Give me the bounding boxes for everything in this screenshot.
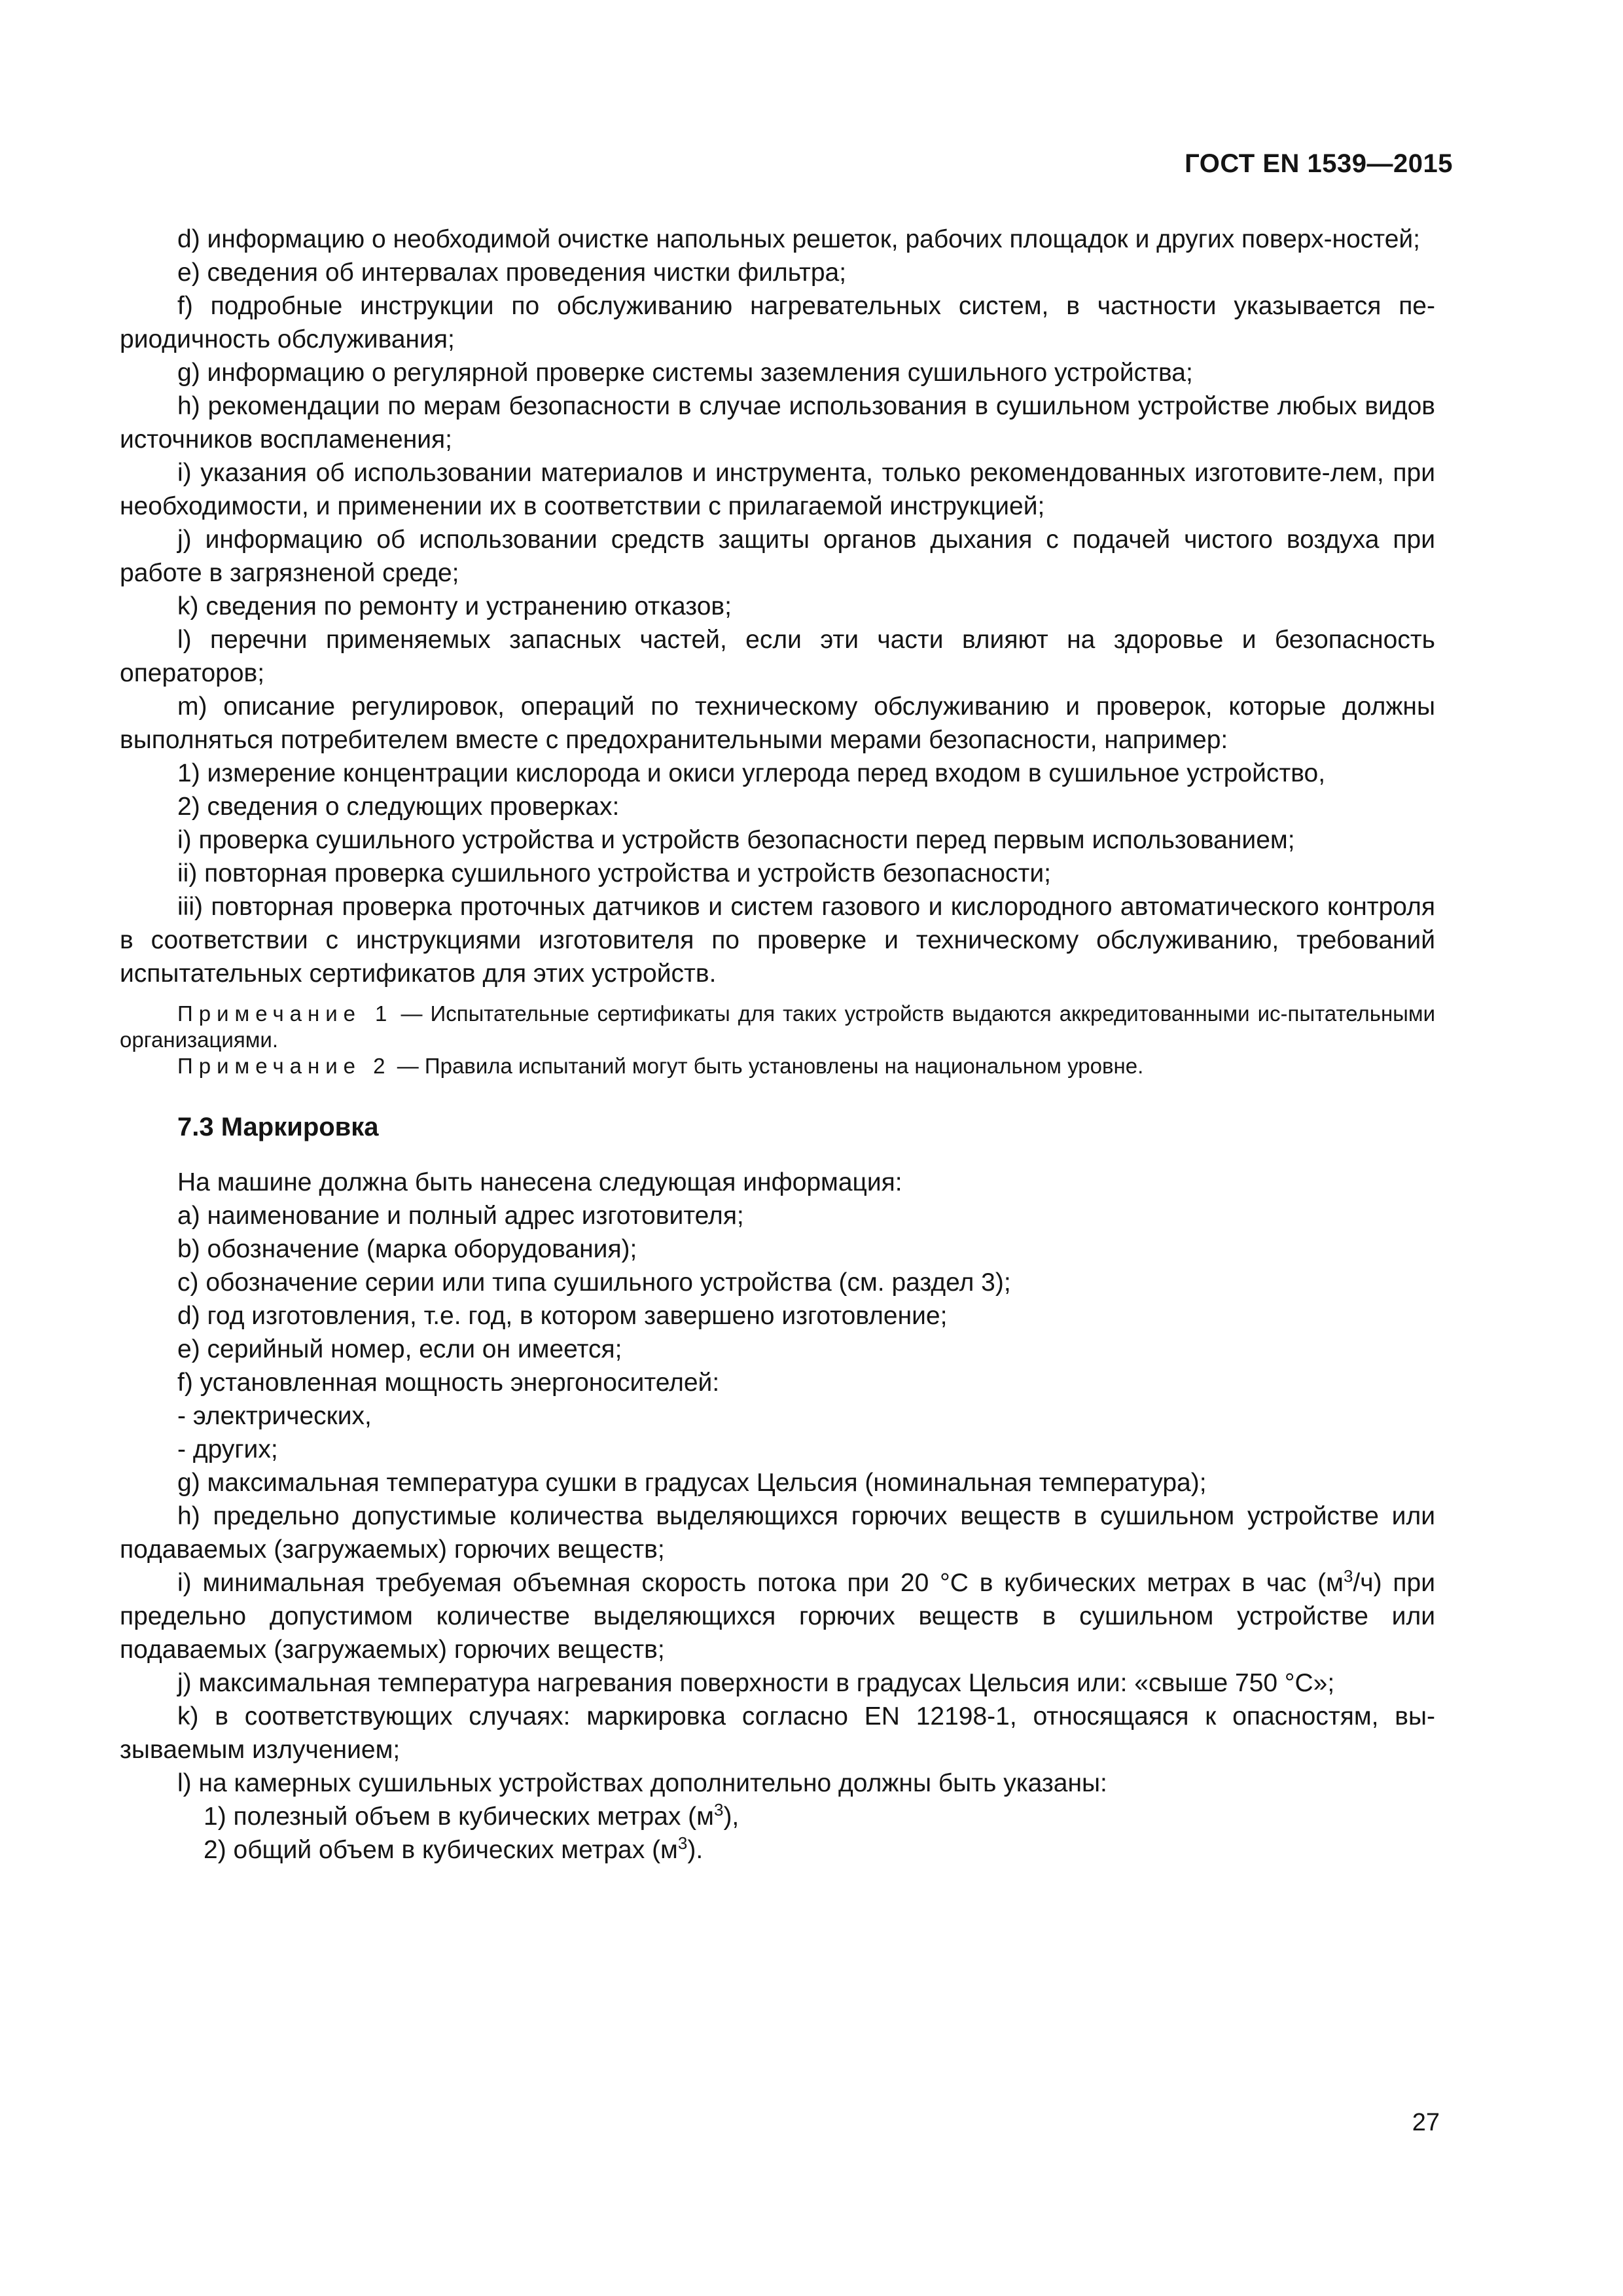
list-item: iii) повторная проверка проточных датчиков и систем газового и кислородного автоматического контроля в соответствии с инструкциями изготовителя по проверке и техническому обслуживанию, требований испытательных сертификатов для этих устройств. [120,893,1435,988]
list-item: - других; [177,1435,278,1463]
list-item: h) предельно допустимые количества выделяющихся горючих веществ в сушильном устройстве или подаваемых (загружаемых) горючих веществ; [120,1502,1435,1564]
note-text: — Правила испытаний могут быть установлены на национальном уровне. [397,1054,1144,1078]
section-intro: На машине должна быть нанесена следующая информация: [177,1168,902,1196]
note-label: Примечание 1 [177,1001,393,1026]
superscript: 3 [713,1800,724,1820]
list-item: k) в соответствующих случаях: маркировка согласно EN 12198-1, относящаяся к опасностям, вы-зываемым излучением; [120,1702,1435,1764]
list-item: с) обозначение серии или типа сушильного устройства (см. раздел 3); [177,1268,1011,1297]
list-item: е) серийный номер, если он имеется; [177,1335,622,1363]
list-item: l) на камерных сушильных устройствах дополнительно должны быть указаны: [177,1769,1107,1797]
text-before: 1) полезный объем в кубических метрах (м [204,1803,714,1831]
list-item: i) указания об использовании материалов и инструмента, только рекомендованных изготовите-лем, при необходимости, и применении их в соответствии с прилагаемой инструкцией; [120,459,1435,520]
superscript: 3 [677,1833,688,1853]
list-item: j) максимальная температура нагревания поверхности в градусах Цельсия или: «свыше 750 °С»; [177,1669,1335,1697]
list-item: g) информацию о регулярной проверке системы заземления сушильного устройства; [177,359,1193,387]
volume-item-1 [120,1800,1435,1833]
text-before: i) минимальная требуемая объемная скорость потока при 20 °С в кубических метрах в час (м [177,1569,1344,1597]
list-item: - электрических, [177,1402,372,1430]
text-after: ). [687,1836,704,1864]
list-item: f) установленная мощность энергоносителей: [177,1369,720,1397]
page-number: 27 [1412,2109,1440,2136]
list-item: f) подробные инструкции по обслуживанию нагревательных систем, в частности указывается пе-риодичность обслуживания; [120,292,1435,353]
list-item: j) информацию об использовании средств защиты органов дыхания с подачей чистого воздуха при работе в загрязненой среде; [120,526,1435,587]
list-item: k) сведения по ремонту и устранению отказов; [177,592,732,620]
list-item-i [120,1566,1435,1666]
list-item: b) обозначение (марка оборудования); [177,1235,637,1263]
list-item: l) перечни применяемых запасных частей, если эти части влияют на здоровье и безопасность операторов; [120,626,1435,687]
list-item: h) рекомендации по мерам безопасности в случае использования в сушильном устройстве любых видов источников воспламенения; [120,392,1435,454]
list-item: g) максимальная температура сушки в градусах Цельсия (номинальная температура); [177,1469,1207,1497]
note-label: Примечание 2 [177,1054,391,1078]
note-1 [120,1001,1435,1053]
note-text: — Испытательные сертификаты для таких устройств выдаются аккредитованными ис-пытательными организациями. [120,1001,1436,1052]
list-item: d) информацию о необходимой очистке напольных решеток, рабочих площадок и других поверх-ностей; [177,225,1421,253]
list-item: d) год изготовления, т.е. год, в котором завершено изготовление; [177,1302,948,1330]
superscript: 3 [1343,1566,1353,1586]
list-item: 2) сведения о следующих проверках: [177,793,620,821]
list-item: а) наименование и полный адрес изготовителя; [177,1202,744,1230]
page-content [120,223,1435,1867]
document-code: ГОСТ EN 1539—2015 [1185,149,1453,178]
volume-item-2 [120,1833,1435,1867]
section-heading: 7.3 Маркировка [177,1113,379,1141]
notes [120,1001,1435,1079]
list-item: е) сведения об интервалах проведения чистки фильтра; [177,259,847,287]
list-item: i) проверка сушильного устройства и устройств безопасности перед первым использованием; [177,826,1295,854]
text-after: /ч) при предельно допустимом количестве выделяющихся горючих веществ в сушильном устройстве или подаваемых (загружаемых) горючих веществ; [120,1569,1435,1664]
text-after: ), [723,1803,740,1831]
note-2 [120,1053,1435,1079]
text-before: 2) общий объем в кубических метрах (м [204,1836,678,1864]
list-item: m) описание регулировок, операций по техническому обслуживанию и проверок, которые должны выполняться потребителем вместе с предохранительными мерами безопасности, например: [120,692,1435,754]
list-item: 1) измерение концентрации кислорода и окиси углерода перед входом в сушильное устройство, [177,759,1326,787]
list-item: ii) повторная проверка сушильного устройства и устройств безопасности; [177,859,1051,888]
